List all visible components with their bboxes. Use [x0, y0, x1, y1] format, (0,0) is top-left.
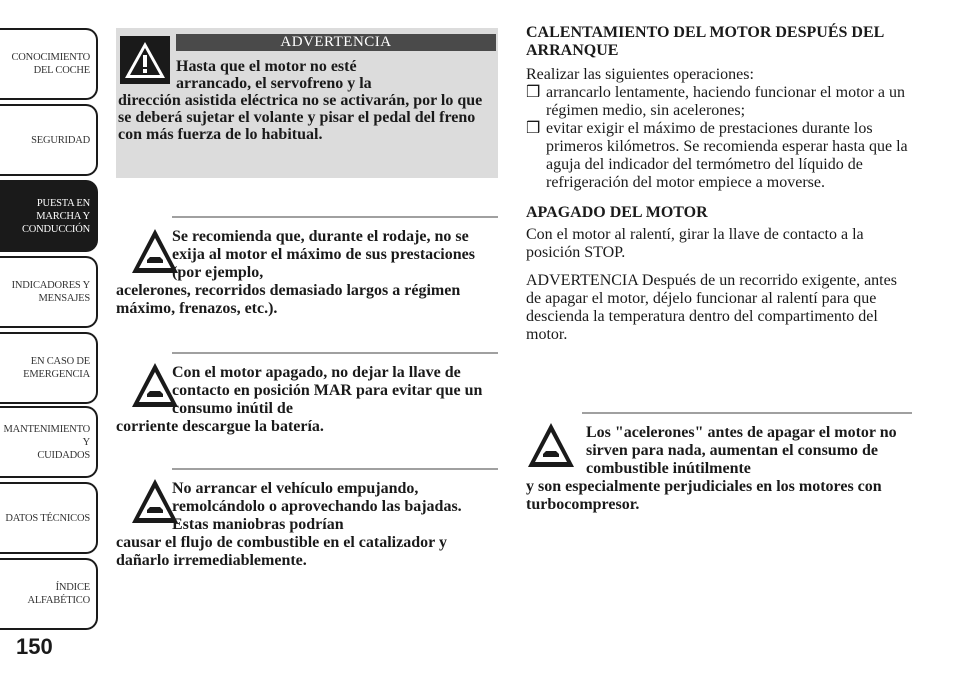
note-rest-text: y son especialmente perjudiciales en los motores con turbocompresor.	[526, 478, 882, 513]
tab-label: INDICADORES Y MENSAJES	[11, 280, 90, 304]
tab-mantenimiento-y-cuidados[interactable]	[0, 406, 98, 478]
note-text	[116, 228, 498, 318]
note-divider	[172, 468, 498, 470]
warning-title: ADVERTENCIA	[176, 34, 496, 51]
note-text	[116, 480, 498, 570]
page-number: 150	[16, 634, 53, 659]
note-acelerones	[526, 412, 912, 522]
heading-calentamiento: CALENTAMIENTO DEL MOTOR DESPUÉS DEL ARRANQUE	[526, 24, 884, 59]
tab-label: ÍNDICE ALFABÉTICO	[27, 582, 90, 606]
note-text	[116, 364, 498, 436]
heading-apagado: APAGADO DEL MOTOR	[526, 204, 708, 221]
tab-label: CONOCIMIENTO DEL COCHE	[11, 52, 90, 76]
tab-label: SEGURIDAD	[31, 134, 90, 146]
note-rest-text: causar el flujo de combustible en el catalizador y dañarlo irremediablemente.	[116, 534, 447, 569]
tab-label: PUESTA EN MARCHA Y CONDUCCIÓN	[21, 197, 90, 235]
note-llave	[116, 352, 498, 442]
warning-text	[118, 58, 496, 143]
tab-label: EN CASO DE EMERGENCIA	[23, 356, 90, 380]
bullet-box-icon: ❒	[526, 84, 541, 101]
note-indent-text: No arrancar el vehículo empujando, remolcándolo o aprovechando las bajadas. Estas maniobras podrían	[172, 480, 462, 533]
tab-puesta-en-marcha[interactable]	[0, 180, 98, 252]
note-arranque	[116, 468, 498, 578]
tab-en-caso-de-emergencia[interactable]	[0, 332, 98, 404]
bullet-box-icon: ❒	[526, 120, 541, 137]
list-item	[526, 120, 916, 192]
note-indent-text: Los "acelerones" antes de apagar el motor no sirven para nada, aumentan el consumo de combustible inútilmente	[586, 424, 897, 477]
note-rest-text: corriente descargue la batería.	[116, 418, 324, 435]
tab-conocimiento-del-coche[interactable]	[0, 28, 98, 100]
note-divider	[582, 412, 912, 414]
warning-line-2: arrancado, el servofreno y la	[176, 75, 372, 92]
tab-indice-alfabetico[interactable]	[0, 558, 98, 630]
tab-seguridad[interactable]	[0, 104, 98, 176]
warning-box	[116, 28, 498, 178]
intro-text: Realizar las siguientes operaciones:	[526, 66, 754, 83]
bullet-text: arrancarlo lentamente, haciendo funcionar el motor a un régimen medio, sin acelerones;	[546, 84, 905, 119]
tab-indicadores-y-mensajes[interactable]	[0, 256, 98, 328]
note-rodaje	[116, 216, 498, 326]
tab-label: DATOS TÉCNICOS	[5, 512, 90, 524]
tab-label: MANTENIMIENTO Y CUIDADOS	[3, 423, 90, 461]
note-divider	[172, 216, 498, 218]
paragraph-apagado: Con el motor al ralentí, girar la llave de contacto a la posición STOP.	[526, 226, 864, 261]
list-item	[526, 84, 916, 120]
note-indent-text: Se recomienda que, durante el rodaje, no se exija al motor el máximo de sus prestaciones (por ejemplo,	[172, 228, 475, 281]
right-column	[526, 24, 916, 344]
warning-rest: dirección asistida eléctrica no se activarán, por lo que se deberá sujetar el volante y pisar el pedal del freno con más fuerza de lo habitual.	[118, 92, 483, 143]
paragraph-advertencia: ADVERTENCIA Después de un recorrido exigente, antes de apagar el motor, déjelo funcionar al ralentí para que descienda la temperatura dentro del compartimento del motor.	[526, 272, 897, 343]
tab-datos-tecnicos[interactable]	[0, 482, 98, 554]
note-divider	[172, 352, 498, 354]
bullet-text: evitar exigir el máximo de prestaciones durante los primeros kilómetros. Se recomienda esperar hasta que la aguja del indicador del termómetro del líquido de refrigeración del motor empiece a moverse.	[546, 120, 908, 191]
note-text	[526, 424, 912, 514]
note-indent-text: Con el motor apagado, no dejar la llave de contacto en posición MAR para evitar que un consumo inútil de	[172, 364, 483, 417]
note-rest-text: acelerones, recorridos demasiado largos a régimen máximo, frenazos, etc.).	[116, 282, 461, 317]
warning-line-1: Hasta que el motor no esté	[176, 58, 357, 75]
